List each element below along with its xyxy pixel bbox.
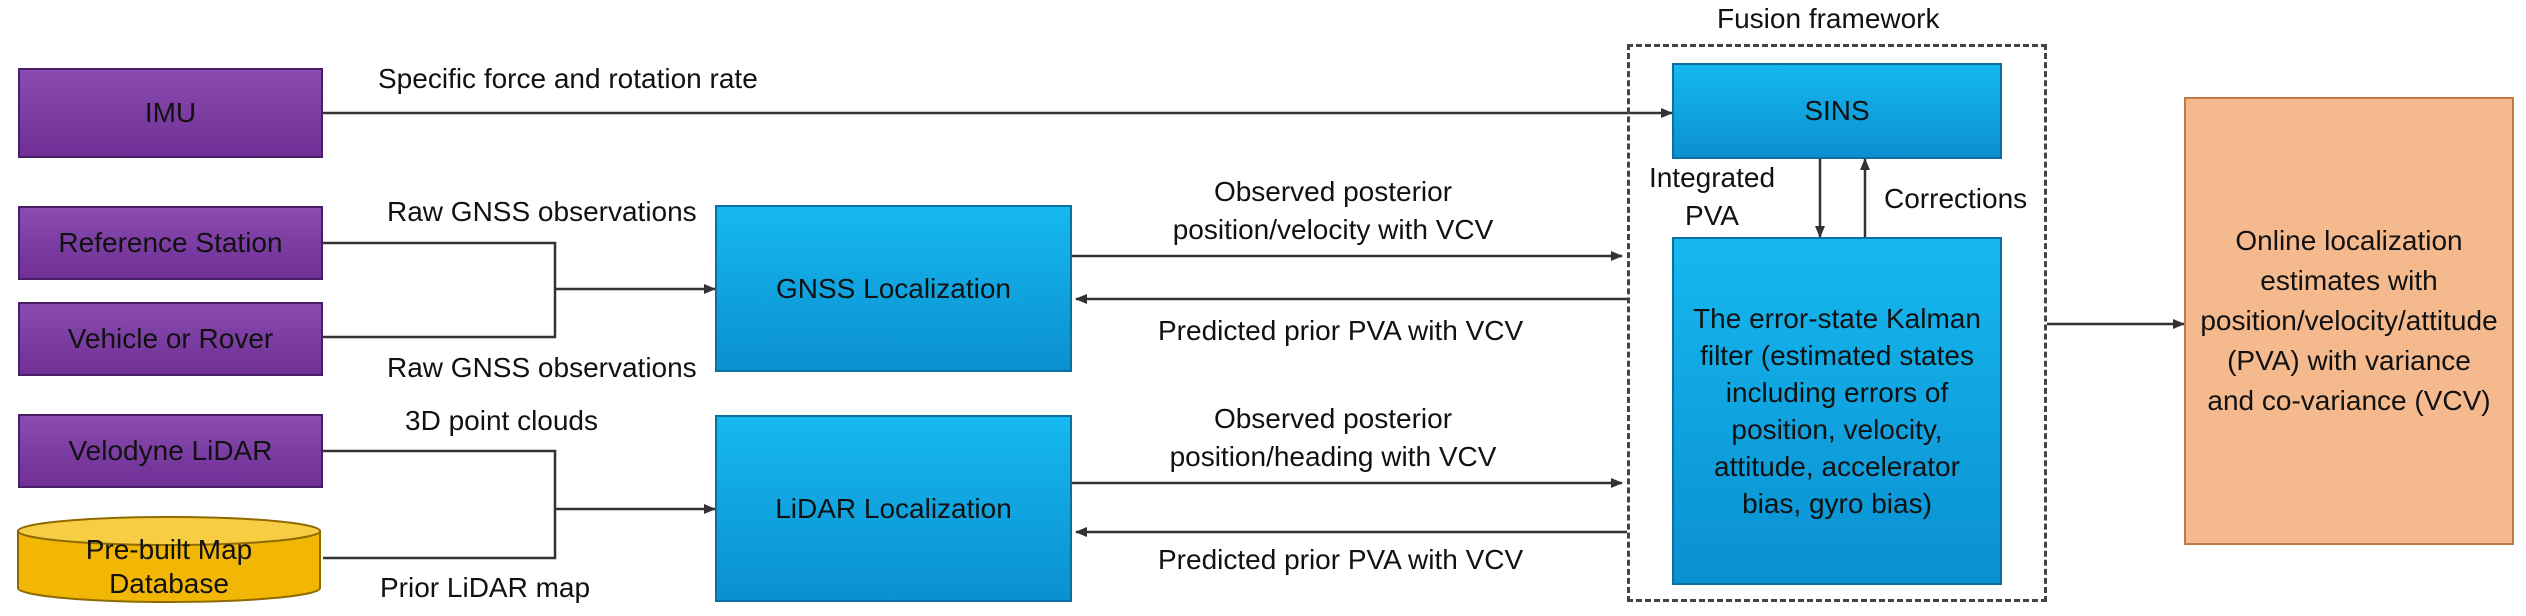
integrated-pva-label: Integrated PVA <box>1648 162 1776 231</box>
lidar-observed-label: Observed posterior position/heading with VCV <box>1169 403 1497 472</box>
lidar-predicted-label: Predicted prior PVA with VCV <box>1158 544 1524 575</box>
corrections-label: Corrections <box>1884 183 2028 214</box>
gnss-localization-box[interactable] <box>715 205 1072 372</box>
point-clouds-label: 3D point clouds <box>405 405 599 436</box>
reference-station-label: Reference Station <box>58 227 283 258</box>
imu-to-sins-label: Specific force and rotation rate <box>378 63 758 94</box>
raw-gnss-top-label: Raw GNSS observations <box>387 196 697 227</box>
velodyne-lidar-label: Velodyne LiDAR <box>68 435 273 466</box>
reference-station-box[interactable] <box>18 206 323 280</box>
map-database-label: Pre-built Map Database <box>85 534 253 599</box>
gnss-localization-label: GNSS Localization <box>775 272 1011 304</box>
raw-gnss-bottom-label: Raw GNSS observations <box>387 352 697 383</box>
map-db-connector <box>323 509 555 558</box>
reference-station-connector <box>323 243 555 289</box>
ekf-box[interactable] <box>1672 237 2002 585</box>
velodyne-connector <box>323 451 555 509</box>
lidar-localization-label: LiDAR Localization <box>775 492 1012 524</box>
vehicle-rover-box[interactable] <box>18 302 323 376</box>
ekf-label: The error-state Kalman filter (estimated states including errors of position, velocity, attitude, accelerator bias, gyro bias) <box>1693 303 1981 519</box>
prior-map-label: Prior LiDAR map <box>380 572 591 603</box>
velodyne-lidar-box[interactable] <box>18 414 323 488</box>
imu-box[interactable] <box>18 68 323 158</box>
vehicle-rover-label: Vehicle or Rover <box>67 323 274 354</box>
fusion-framework-title: Fusion framework <box>1717 3 1940 34</box>
lidar-localization-box[interactable] <box>715 415 1072 602</box>
gnss-predicted-label: Predicted prior PVA with VCV <box>1158 315 1524 346</box>
output-label: Online localization estimates with position/velocity/attitude (PVA) with variance and co-variance (VCV) <box>2200 225 2498 416</box>
gnss-observed-label: Observed posterior position/velocity with VCV <box>1172 176 1494 245</box>
output-box[interactable] <box>2184 97 2514 545</box>
map-database-box[interactable] <box>40 532 298 602</box>
imu-label: IMU <box>144 97 197 128</box>
sins-box[interactable] <box>1672 63 2002 159</box>
sins-label: SINS <box>1804 95 1870 126</box>
vehicle-rover-connector <box>323 289 555 337</box>
